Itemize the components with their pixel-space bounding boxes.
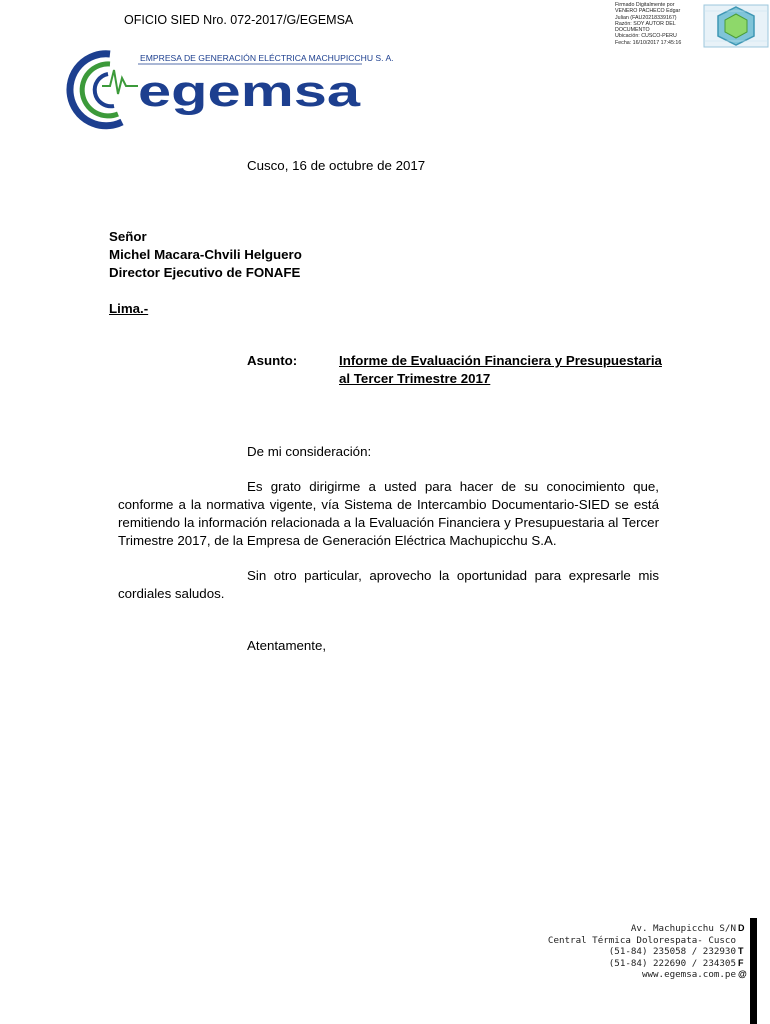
logo-company-name: EMPRESA DE GENERACIÓN ELÉCTRICA MACHUPICCHU S. A. [140, 53, 394, 63]
footer-letter-f: F [738, 957, 744, 968]
greeting: De mi consideración: [247, 444, 372, 459]
footer-letter-blank [738, 935, 750, 947]
recipient-city: Lima.- [109, 301, 149, 316]
logo-brand: egemsa [138, 67, 361, 116]
signature-line: Fecha: 16/10/2017 17:45:16 [615, 39, 682, 46]
signature-line: DOCUMENTO [615, 27, 650, 34]
footer-phone: (51-84) 235058 / 232930 [608, 946, 736, 957]
footer-letter-at: @ [738, 969, 747, 979]
signature-line: Firmado Digitalmente por [615, 2, 675, 8]
subject-text [339, 352, 669, 388]
signature-line: Razón: SOY AUTOR DEL [615, 20, 676, 27]
recipient-block [109, 228, 302, 282]
egemsa-logo [62, 46, 394, 126]
footer-letter-d: D [738, 923, 745, 933]
subject-line-2: al Tercer Trimestre 2017 [339, 371, 491, 386]
digital-signature-text [615, 2, 705, 46]
signature-line: Julian (FAU20218339167) [615, 14, 677, 21]
footer-letter-t: T [738, 946, 744, 956]
footer-letter-codes [738, 923, 750, 981]
closing: Atentamente, [247, 638, 327, 653]
signature-line: VENERO PACHECO Edgar [615, 8, 681, 15]
subject-label: Asunto: [247, 353, 298, 368]
letter-date: Cusco, 16 de octubre de 2017 [247, 158, 426, 173]
paragraph-1-text: Es grato dirigirme a usted para hacer de su conocimiento que, conforme a la normativa vigente, vía Sistema de Intercambio Documentario-SIED se está remitiendo la información relacionada a la Evaluación Financiera y Presupuestaria al Tercer Trimestre 2017, de la Empresa de Generación Eléctrica Machupicchu S.A. [118, 479, 659, 548]
footer-contact [540, 923, 736, 981]
footer-side-bar [750, 918, 757, 1024]
recipient-name: Michel Macara-Chvili Helguero [109, 247, 302, 262]
paragraph-2-text: Sin otro particular, aprovecho la oportunidad para expresarle mis cordiales saludos. [118, 568, 659, 601]
footer-location: Central Térmica Dolorespata- Cusco [547, 934, 736, 946]
recipient-title: Director Ejecutivo de FONAFE [109, 265, 301, 280]
digital-signature-seal-icon [702, 3, 770, 49]
signature-line: Ubicación: CUSCO-PERU [615, 33, 677, 40]
footer-address: Av. Machupicchu S/N [630, 923, 736, 934]
body-paragraph-2 [118, 567, 659, 603]
body-paragraph-1 [118, 478, 659, 550]
footer-fax: (51-84) 222690 / 234305 [608, 957, 736, 969]
oficio-number: OFICIO SIED Nro. 072-2017/G/EGEMSA [124, 13, 354, 27]
subject-line-1: Informe de Evaluación Financiera y Presupuestaria [339, 353, 662, 368]
recipient-salutation: Señor [109, 229, 147, 244]
footer-website: www.egemsa.com.pe [641, 969, 736, 980]
